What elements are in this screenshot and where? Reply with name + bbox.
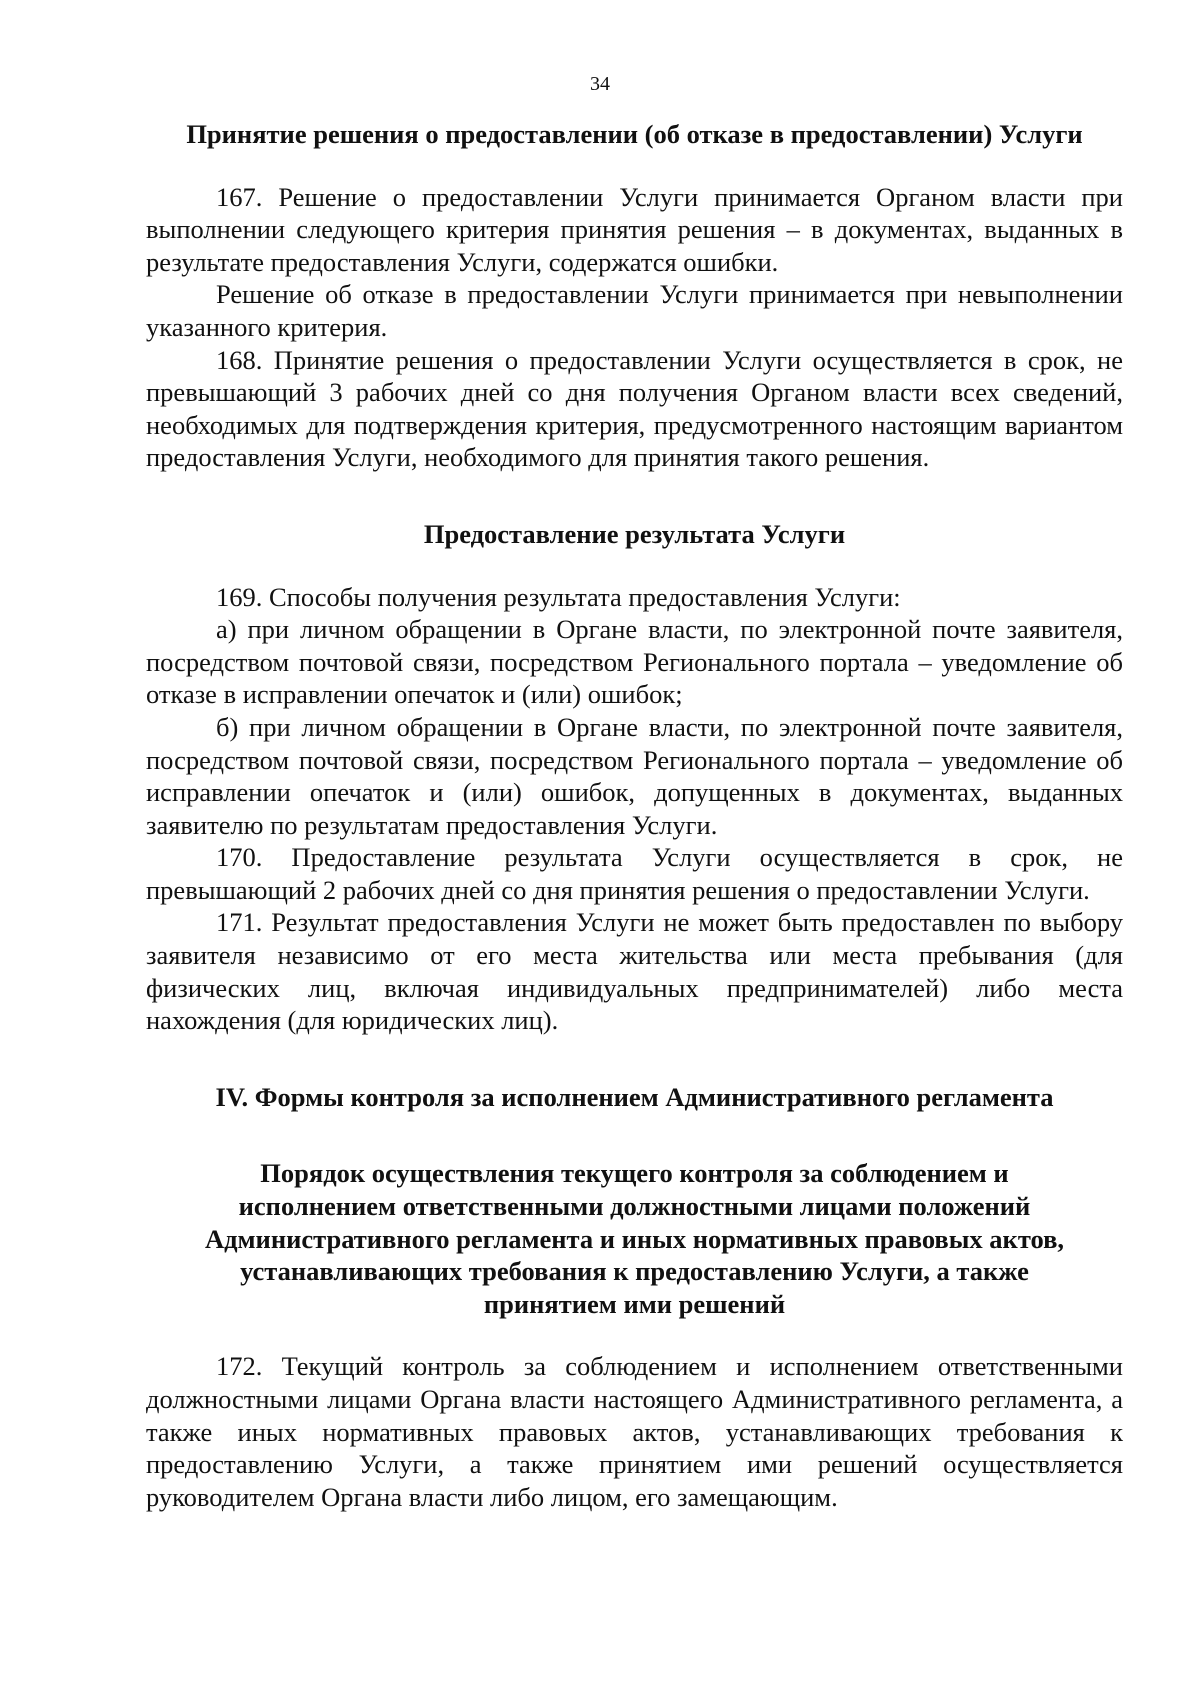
- section-heading-decision: Принятие решения о предоставлении (об отказе в предоставлении) Услуги: [186, 119, 1083, 149]
- paragraph-167: 167. Решение о предоставлении Услуги принимается Органом власти при выполнении следующего критерия принятия решения – в документах, выданных в результате предоставления Услуги, содержатся ошибки.: [146, 181, 1123, 277]
- paragraph-171: 171. Результат предоставления Услуги не может быть предоставлен по выбору заявителя независимо от его места жительства или места пребывания (для физических лиц, включая индивидуальных предпринимателей) либо места нахождения (для юридических лиц).: [146, 907, 1123, 1036]
- document-body: [146, 118, 1123, 1513]
- paragraph-172: 172. Текущий контроль за соблюдением и исполнением ответственными должностными лицами Органа власти настоящего Административного регламента, а также иных нормативных правовых актов, устанавливающих требования к предоставлению Услуги, а также принятием ими решений осуществляется руководителем Органа власти либо лицом, его замещающим.: [146, 1351, 1123, 1512]
- paragraph-169-b: б) при личном обращении в Органе власти, по электронной почте заявителя, посредством почтовой связи, посредством Регионального портала – уведомление об исправлении опечаток и (или) ошибок, допущенных в документах, выданных заявителю по результатам предоставления Услуги.: [146, 711, 1123, 840]
- section-heading-result: Предоставление результата Услуги: [423, 518, 846, 549]
- paragraph-169-a: а) при личном обращении в Органе власти, по электронной почте заявителя, посредством почтовой связи, посредством Регионального портала – уведомление об отказе в исправлении опечаток и (или) ошибок;: [146, 614, 1123, 710]
- paragraph-169: 169. Способы получения результата предоставления Услуги:: [216, 581, 901, 612]
- paragraph-168: 168. Принятие решения о предоставлении Услуги осуществляется в срок, не превышающий 3 рабочих дней со дня получения Органом власти всех сведений, необходимых для подтверждения критерия, предусмотренного настоящим вариантом предоставления Услуги, необходимого для принятия такого решения.: [146, 344, 1123, 473]
- paragraph-167-refusal: Решение об отказе в предоставлении Услуги принимается при невыполнении указанного критерия.: [146, 279, 1123, 342]
- chapter-heading-control: IV. Формы контроля за исполнением Административного регламента: [215, 1081, 1054, 1112]
- paragraph-170: 170. Предоставление результата Услуги осуществляется в срок, не превышающий 2 рабочих дней со дня принятия решения о предоставлении Услуги.: [146, 842, 1123, 905]
- heading-line: Порядок осуществления текущего контроля за соблюдением и: [260, 1158, 1009, 1189]
- heading-line: принятием ими решений: [483, 1288, 786, 1319]
- page-number: 34: [590, 73, 610, 95]
- section-heading-current-control: [146, 1157, 1123, 1320]
- heading-line: исполнением ответственными должностными лицами положений: [238, 1191, 1031, 1222]
- heading-line: Административного регламента и иных нормативных правовых актов,: [204, 1223, 1065, 1254]
- heading-line: устанавливающих требования к предоставлению Услуги, а также: [240, 1256, 1029, 1287]
